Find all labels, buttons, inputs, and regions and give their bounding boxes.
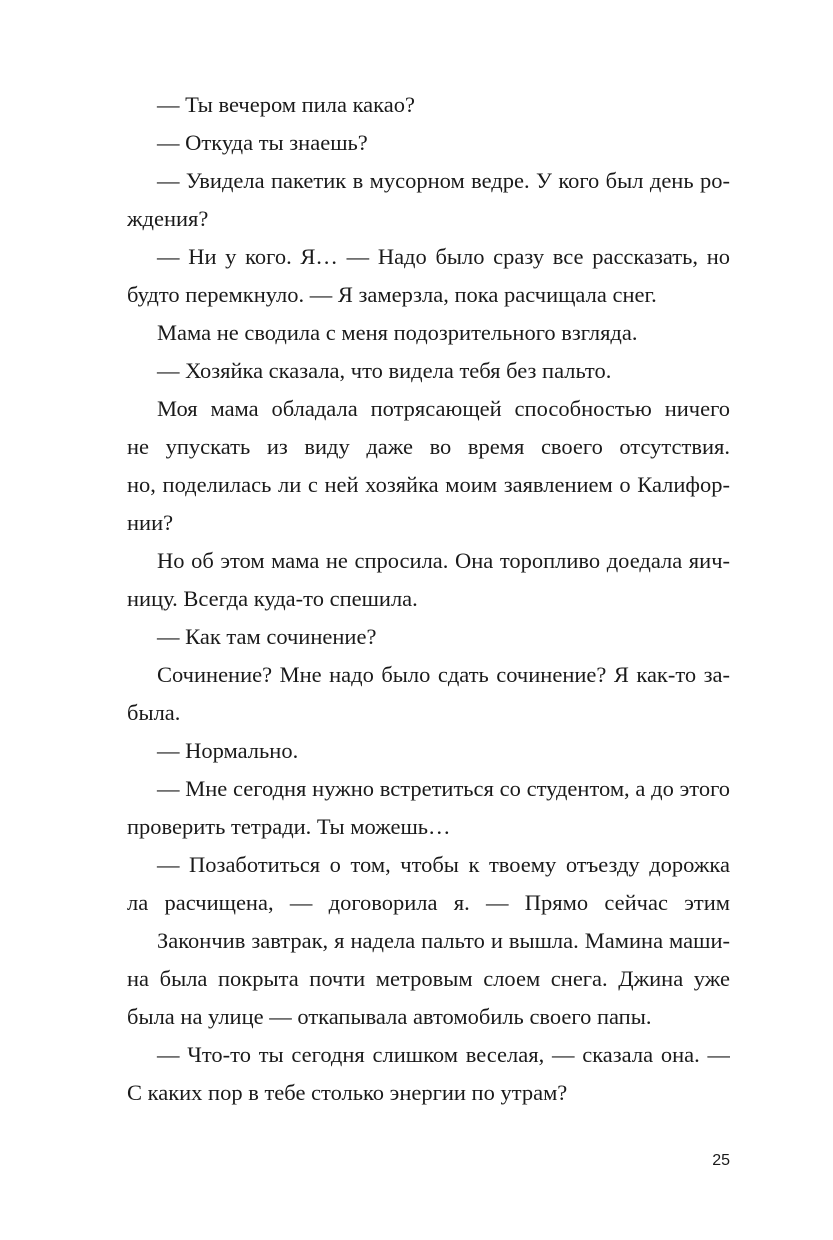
book-page-text	[127, 86, 730, 1112]
text-line: С каких пор в тебе столько энергии по утрам?	[127, 1080, 568, 1105]
text-line: но, поделилась ли с ней хозяйка моим заявлением о Калифор-	[127, 472, 730, 497]
text-line: нии?	[127, 510, 174, 535]
text-line: — Ни у кого. Я… — Надо было сразу все рассказать, но	[157, 244, 730, 269]
text-line: была на улице — откапывала автомобиль своего папы.	[127, 1004, 652, 1029]
text-line: — Ты вечером пила какао?	[157, 92, 415, 117]
text-line: — Откуда ты знаешь?	[157, 130, 368, 155]
text-line: ницу. Всегда куда-то спешила.	[127, 586, 418, 611]
text-line: — Что-то ты сегодня слишком веселая, — сказала она. —	[157, 1042, 730, 1067]
text-line: будто перемкнуло. — Я замерзла, пока расчищала снег.	[127, 282, 657, 307]
text-line: не упускать из виду даже во время своего отсутствия.	[127, 434, 730, 459]
text-line: Моя мама обладала потрясающей способностью ничего	[157, 396, 730, 421]
page-number: 25	[712, 1152, 730, 1169]
text-line: проверить тетради. Ты можешь…	[127, 814, 451, 839]
text-line: Но об этом мама не спросила. Она торопливо доедала яич-	[157, 548, 730, 573]
text-line: ла расчищена, — договорила я. — Прямо сейчас этим	[127, 890, 730, 915]
text-line: Закончив завтрак, я надела пальто и вышла. Мамина маши-	[157, 928, 730, 953]
text-line: — Мне сегодня нужно встретиться со студентом, а до этого	[157, 776, 730, 801]
text-line: Мама не сводила с меня подозрительного взгляда.	[157, 320, 638, 345]
text-line: — Увидела пакетик в мусорном ведре. У кого был день ро-	[157, 168, 730, 193]
text-line: ждения?	[127, 206, 209, 231]
text-line: — Как там сочинение?	[157, 624, 377, 649]
text-line: на была покрыта почти метровым слоем снега. Джина уже	[127, 966, 730, 991]
text-line: — Позаботиться о том, чтобы к твоему отъезду дорожка	[157, 852, 730, 877]
text-line: — Хозяйка сказала, что видела тебя без пальто.	[157, 358, 612, 383]
text-line: была.	[127, 700, 181, 725]
text-line: — Нормально.	[157, 738, 299, 763]
text-line: Сочинение? Мне надо было сдать сочинение? Я как-то за-	[157, 662, 730, 687]
